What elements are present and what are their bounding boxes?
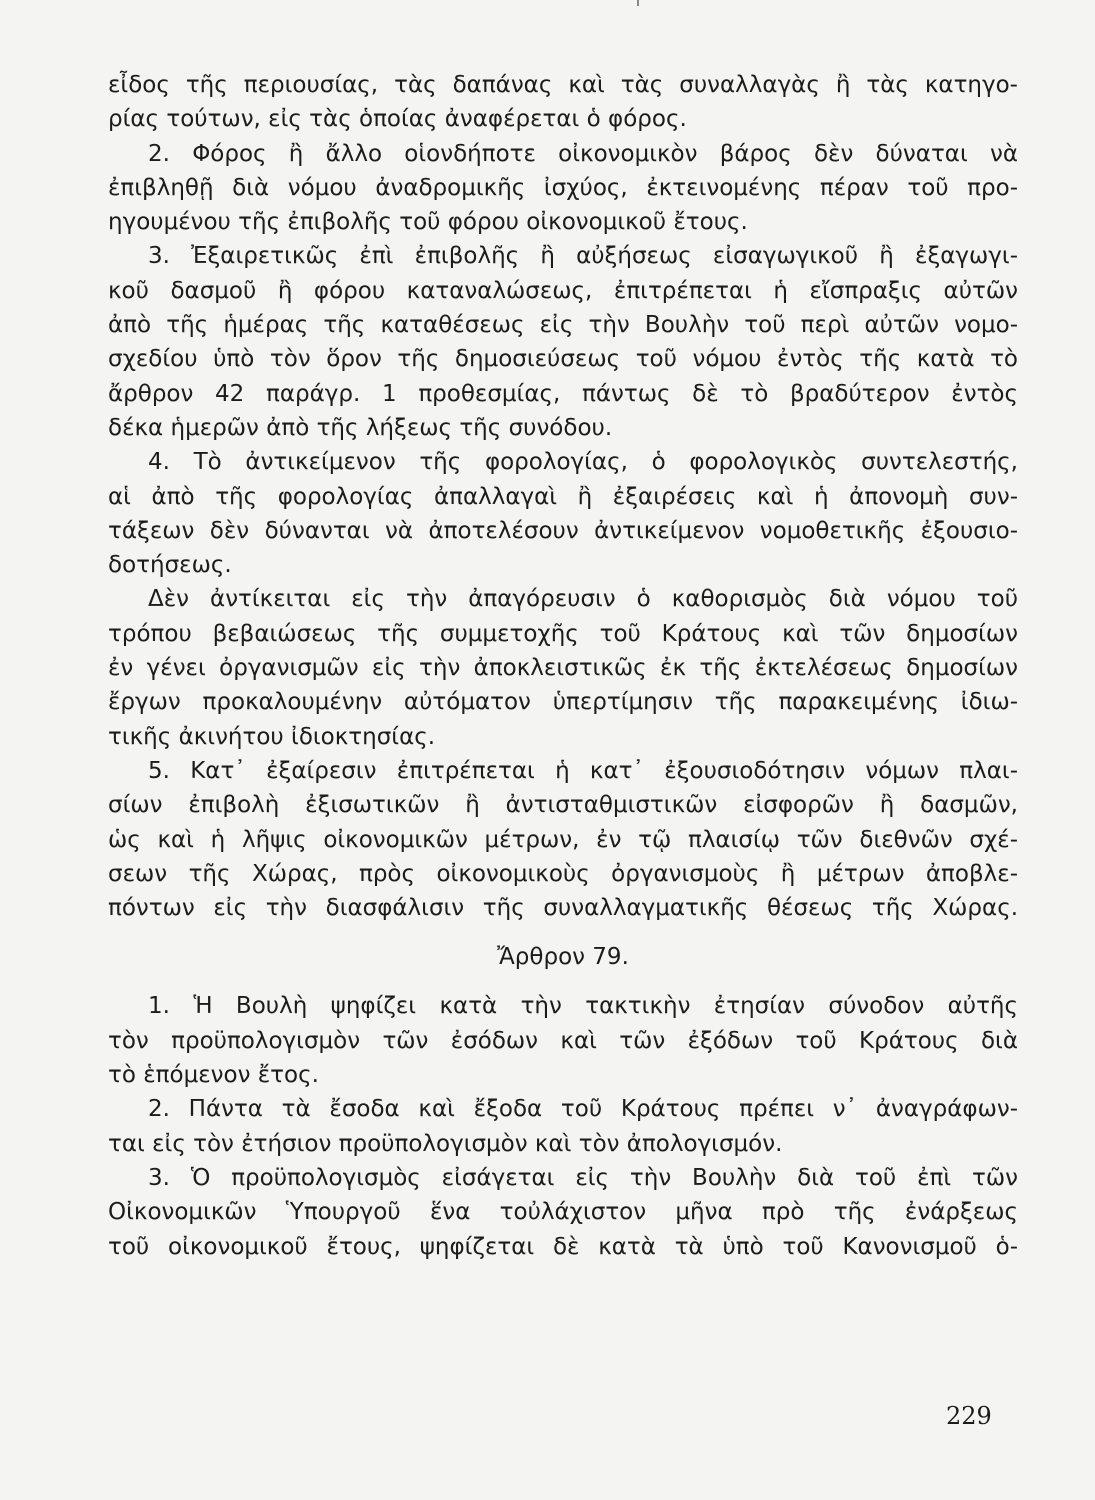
text-line: ἐπιβληθῇ διὰ νόμου ἀναδρομικῆς ἰσχύος, ἐκτεινομένης πέραν τοῦ προ- [108, 174, 1018, 201]
article-heading: Ἄρθρον 79. [497, 944, 629, 971]
text-line: κοῦ δασμοῦ ἢ φόρου καταναλώσεως, ἐπιτρέπεται ἡ εἴσπραξις αὐτῶν [108, 277, 1018, 304]
text-line: 5. Κατ᾽ ἐξαίρεσιν ἐπιτρέπεται ἡ κατ᾽ ἐξουσιοδότησιν νόμων πλαι- [148, 757, 1018, 784]
text-line: αἱ ἀπὸ τῆς φορολογίας ἀπαλλαγαὶ ἢ ἐξαιρέσεις καὶ ἡ ἀπονομὴ συν- [108, 483, 1018, 510]
text-line: τοῦ οἰκονομικοῦ ἔτους, ψηφίζεται δὲ κατὰ τὰ ὑπὸ τοῦ Κανονισμοῦ ὁ- [108, 1233, 1018, 1260]
text-line: ἀπὸ τῆς ἡμέρας τῆς καταθέσεως εἰς τὴν Βουλὴν τοῦ περὶ αὐτῶν νομο- [108, 312, 1018, 339]
text-line: ρίας τούτων, εἰς τὰς ὁποίας ἀναφέρεται ὁ φόρος. [108, 106, 687, 133]
text-line: ηγουμένου τῆς ἐπιβολῆς τοῦ φόρου οἰκονομικοῦ ἔτους. [108, 209, 748, 236]
text-line: 2. Πάντα τὰ ἔσοδα καὶ ἔξοδα τοῦ Κράτους πρέπει ν᾽ ἀναγράφων- [148, 1096, 1018, 1123]
text-line: 3. Ὁ προϋπολογισμὸς εἰσάγεται εἰς τὴν Βουλὴν διὰ τοῦ ἐπὶ τῶν [148, 1164, 1018, 1191]
text-line: δοτήσεως. [108, 552, 232, 579]
text-line: ἔργων προκαλουμένην αὐτόματον ὑπερτίμησιν τῆς παρακειμένης ἰδιω- [108, 689, 1018, 716]
text-line: ἐν γένει ὀργανισμῶν εἰς τὴν ἀποκλειστικῶς ἐκ τῆς ἐκτελέσεως δημοσίων [108, 655, 1018, 682]
text-line: ὡς καὶ ἡ λῆψις οἰκονομικῶν μέτρων, ἐν τῷ πλαισίῳ τῶν διεθνῶν σχέ- [108, 826, 1018, 853]
text-line: Δὲν ἀντίκειται εἰς τὴν ἀπαγόρευσιν ὁ καθορισμὸς διὰ νόμου τοῦ [148, 586, 1018, 613]
text-line: τάξεων δὲν δύνανται νὰ ἀποτελέσουν ἀντικείμενον νομοθετικῆς ἐξουσιο- [108, 517, 1018, 544]
text-line: τικῆς ἀκινήτου ἰδιοκτησίας. [108, 723, 436, 750]
text-line: σίων ἐπιβολὴ ἐξισωτικῶν ἢ ἀντισταθμιστικῶν εἰσφορῶν ἢ δασμῶν, [108, 792, 1018, 819]
body-text [108, 68, 1018, 1264]
text-line: 2. Φόρος ἢ ἄλλο οἱονδήποτε οἰκονομικὸν βάρος δὲν δύναται νὰ [148, 140, 1018, 167]
text-line: Οἰκονομικῶν Ὑπουργοῦ ἕνα τοὐλάχιστον μῆνα πρὸ τῆς ἐνάρξεως [108, 1199, 1018, 1226]
text-line: ἄρθρον 42 παράγρ. 1 προθεσμίας, πάντως δὲ τὸ βραδύτερον ἐντὸς [108, 380, 1018, 407]
text-line: δέκα ἡμερῶν ἀπὸ τῆς λήξεως τῆς συνόδου. [108, 414, 613, 441]
text-line: 1. Ἡ Βουλὴ ψηφίζει κατὰ τὴν τακτικὴν ἐτησίαν σύνοδον αὐτῆς [148, 993, 1018, 1020]
text-line: ται εἰς τὸν ἐτήσιον προϋπολογισμὸν καὶ τὸν ἀπολογισμόν. [108, 1130, 783, 1157]
page-number: 229 [946, 1402, 992, 1430]
text-line: τρόπου βεβαιώσεως τῆς συμμετοχῆς τοῦ Κράτους καὶ τῶν δημοσίων [108, 620, 1018, 647]
text-line: πόντων εἰς τὴν διασφάλισιν τῆς συναλλαγματικῆς θέσεως τῆς Χώρας. [108, 895, 1018, 922]
text-line: τὸν προϋπολογισμὸν τῶν ἐσόδων καὶ τῶν ἐξόδων τοῦ Κράτους διὰ [108, 1027, 1018, 1054]
text-line: εἶδος τῆς περιουσίας, τὰς δαπάνας καὶ τὰς συναλλαγὰς ἢ τὰς κατηγο- [108, 72, 1018, 98]
text-line: σεων τῆς Χώρας, πρὸς οἰκονομικοὺς ὀργανισμοὺς ἢ μέτρων ἀποβλε- [108, 860, 1018, 887]
text-line: σχεδίου ὑπὸ τὸν ὅρον τῆς δημοσιεύσεως τοῦ νόμου ἐντὸς τῆς κατὰ τὸ [108, 346, 1018, 373]
scan-mark [637, 0, 639, 6]
text-line: τὸ ἑπόμενον ἔτος. [108, 1062, 319, 1089]
text-line: 3. Ἐξαιρετικῶς ἐπὶ ἐπιβολῆς ἢ αὐξήσεως εἰσαγωγικοῦ ἢ ἐξαγωγι- [148, 243, 1018, 270]
text-line: 4. Τὸ ἀντικείμενον τῆς φορολογίας, ὁ φορολογικὸς συντελεστής, [148, 449, 1018, 476]
